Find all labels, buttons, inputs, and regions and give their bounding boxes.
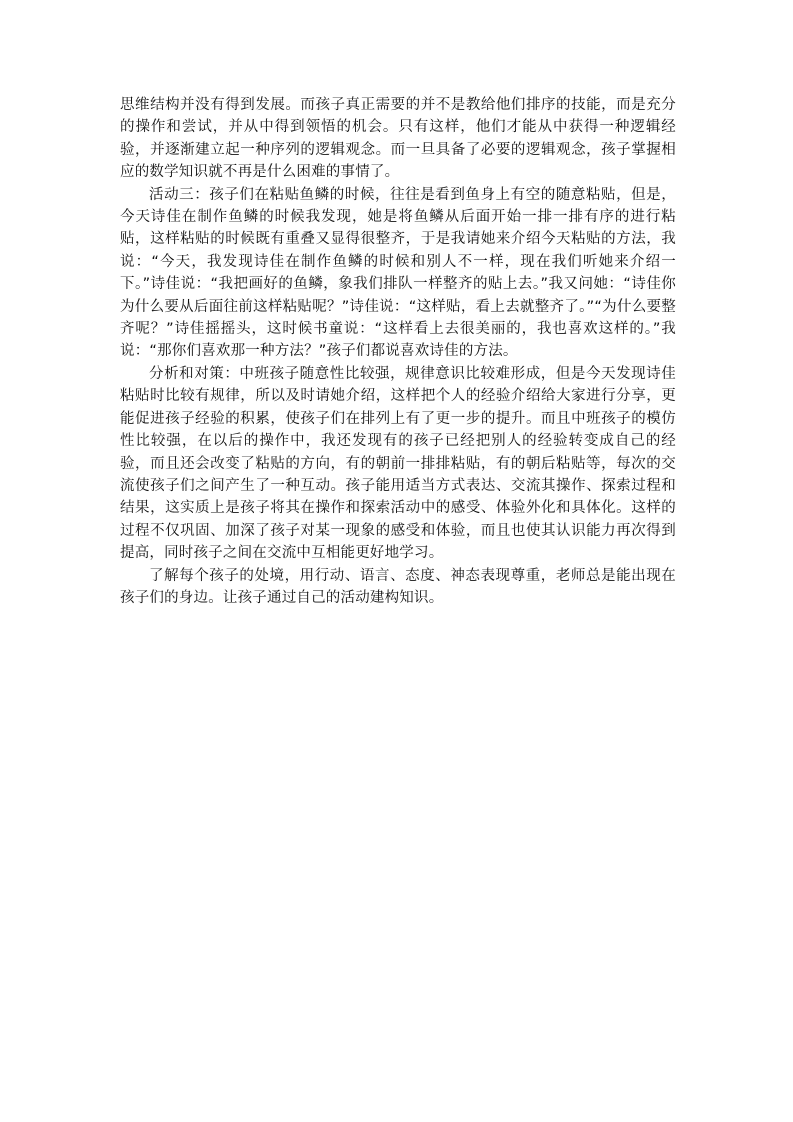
document-body <box>120 94 676 609</box>
paragraph-conclusion: 了解每个孩子的处境，用行动、语言、态度、神态表现尊重，老师总是能出现在孩子们的身边。让孩子通过自己的活动建构知识。 <box>120 567 676 606</box>
paragraph-analysis: 分析和对策：中班孩子随意性比较强，规律意识比较难形成，但是今天发现诗佳粘贴时比较有规律，所以及时请她介绍，这样把个人的经验介绍给大家进行分享，更能促进孩子经验的积累，使孩子们在排列上有了更一步的提升。而且中班孩子的模仿性比较强，在以后的操作中，我还发现有的孩子已经把别人的经验转变成自己的经验，而且还会改变了粘贴的方向，有的朝前一排排粘贴，有的朝后粘贴等，每次的交流使孩子们之间产生了一种互动。孩子能用适当方式表达、交流其操作、探索过程和结果，这实质上是孩子将其在操作和探索活动中的感受、体验外化和具体化。这样的过程不仅巩固、加深了孩子对某一现象的感受和体验，而且也使其认识能力再次得到提高，同时孩子之间在交流中互相能更好地学习。 <box>120 365 676 562</box>
paragraph-continuation: 思维结构并没有得到发展。而孩子真正需要的并不是教给他们排序的技能，而是充分的操作和尝试，并从中得到领悟的机会。只有这样，他们才能从中获得一种逻辑经验，并逐渐建立起一种序列的逻辑观念。而一旦具备了必要的逻辑观念，孩子掌握相应的数学知识就不再是什么困难的事情了。 <box>120 97 676 181</box>
paragraph-activity-three: 活动三：孩子们在粘贴鱼鳞的时候，往往是看到鱼身上有空的随意粘贴，但是，今天诗佳在制作鱼鳞的时候我发现，她是将鱼鳞从后面开始一排一排有序的进行粘贴，这样粘贴的时候既有重叠又显得很整齐，于是我请她来介绍今天粘贴的方法，我说：“今天，我发现诗佳在制作鱼鳞的时候和别人不一样，现在我们听她来介绍一下。”诗佳说：“我把画好的鱼鳞，象我们排队一样整齐的贴上去。”我又问她：“诗佳你为什么要从后面往前这样粘贴呢？”诗佳说：“这样贴，看上去就整齐了。”“为什么要整齐呢？”诗佳摇摇头，这时候书童说：“这样看上去很美丽的，我也喜欢这样的。”我说：“那你们喜欢那一种方法？”孩子们都说喜欢诗佳的方法。 <box>120 186 676 360</box>
